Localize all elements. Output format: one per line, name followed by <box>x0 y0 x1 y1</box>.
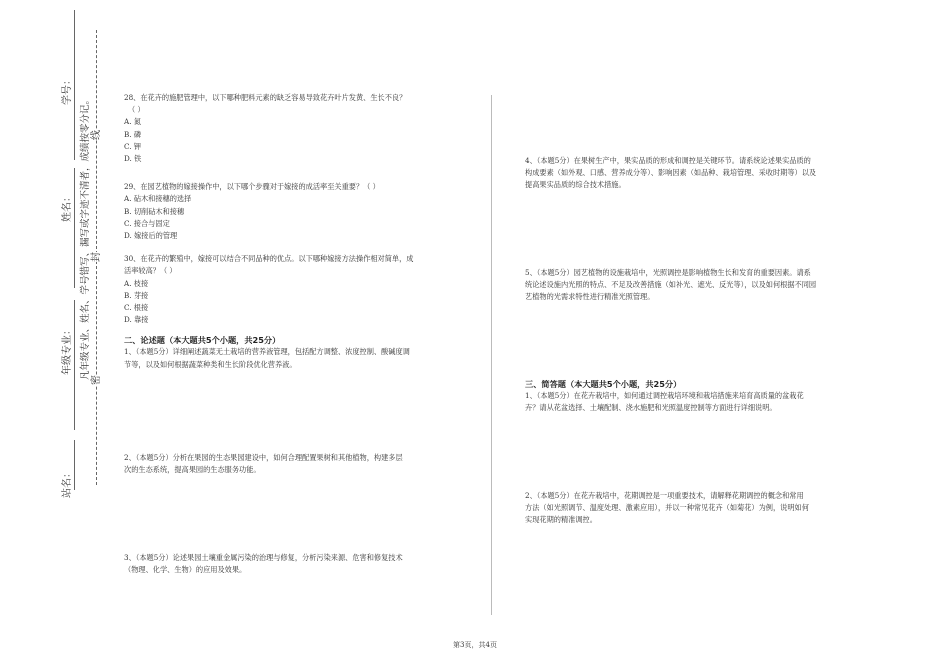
seal-char-mi: 密 <box>91 375 102 385</box>
essay5-line1: 5、（本题5分）园艺植物的设施栽培中，光照调控是影响植物生长和发育的重要因素。请系 <box>525 268 811 277</box>
q28-option-c: C. 钾 <box>124 141 141 151</box>
essay3-line1: 3、（本题5分）论述果园土壤重金属污染的治理与修复，分析污染来源、危害和修复技术 <box>124 553 403 562</box>
q28-stem: 28、在花卉的施肥管理中，以下哪种肥料元素的缺乏容易导致花卉叶片发黄、生长不良？ <box>124 93 407 102</box>
essay-1 <box>124 346 469 370</box>
nianji-label: 年级专业： <box>62 325 73 375</box>
essay4-line1: 4、（本题5分）在果树生产中，果实品质的形成和调控是关键环节。请系统论述果实品质的 <box>525 156 811 165</box>
section-3 <box>525 378 870 414</box>
essay2-line1: 2、（本题5分）分析在果园的生态果园建设中，如何合理配置果树和其他植物，构建多层 <box>124 453 403 462</box>
essay-2 <box>124 452 469 476</box>
question-28 <box>124 92 469 165</box>
q29-option-a: A. 砧木和接穗的选择 <box>124 194 192 204</box>
essay-5 <box>525 267 870 304</box>
xingming-label: 姓名： <box>62 192 73 222</box>
page-number: 第3页，共4页 <box>453 641 497 649</box>
short1-line1: 1、（本题5分）在花卉栽培中，如何通过调控栽培环境和栽培措施来培育高质量的盆栽花 <box>525 391 804 400</box>
q29-option-b: B. 切削砧木和接穗 <box>124 206 185 216</box>
q28-paren: （ ） <box>128 105 145 115</box>
short2-line3: 实现花期的精准调控。 <box>525 515 597 525</box>
short2-line1: 2、（本题5分）在花卉栽培中，花期调控是一项重要技术，请解释花期调控的概念和常用 <box>525 491 804 500</box>
q30-option-d: D. 靠接 <box>124 315 149 325</box>
xuehao-label: 学号： <box>62 75 73 105</box>
q29-option-c: C. 接合与固定 <box>124 218 170 228</box>
question-29 <box>124 181 469 242</box>
section-2-title: 二、论述题（本大题共5个小题，共25分） <box>124 335 281 346</box>
essay3-line2: （物理、化学、生物）的应用及效果。 <box>124 565 247 575</box>
q29-option-d: D. 嫁接后的管理 <box>124 231 178 241</box>
binding-warning: 凡年级专业、姓名、学号错写、漏写或字迹不清者，成绩按零分记。 <box>80 94 91 380</box>
zhanming-line <box>74 440 75 490</box>
seal-char-xian: 线 <box>91 130 102 140</box>
short-2 <box>525 490 870 527</box>
question-30 <box>124 253 469 326</box>
q30-stem-line2: 活率较高？（ ） <box>124 266 177 276</box>
essay1-line1: 1、（本题5分）详细阐述蔬菜无土栽培的营养液管理，包括配方调整、浓度控制、酸碱度调 <box>124 347 410 357</box>
essay-4 <box>525 155 870 192</box>
short2-line2: 方法（如光照调节、温度处理、激素应用），并以一种常见花卉（如菊花）为例，说明如何 <box>525 503 809 513</box>
q30-stem-line1: 30、在花卉的繁殖中，嫁接可以结合不同品种的优点。以下哪种嫁接方法操作相对简单，成 <box>124 254 414 264</box>
q28-option-d: D. 铁 <box>124 154 142 164</box>
short1-line2: 卉？请从花盆选择、土壤配制、浇水施肥和光照温度控制等方面进行详细说明。 <box>525 403 777 413</box>
essay-3 <box>124 552 469 576</box>
left-column <box>124 92 469 371</box>
xuehao-line <box>74 10 75 160</box>
seal-char-feng: 封 <box>91 252 102 262</box>
zhanming-label: 站名： <box>62 468 73 498</box>
column-divider <box>491 95 492 615</box>
xingming-line <box>74 168 75 288</box>
essay4-line2: 构成要素（如外观、口感、营养成分等）、影响因素（如品种、栽培管理、采收时期等）以及 <box>525 168 817 178</box>
essay1-line2: 节等，以及如何根据蔬菜种类和生长阶段优化营养液。 <box>124 359 297 369</box>
q30-option-a: A. 枝接 <box>124 278 149 288</box>
section-3-title: 三、简答题（本大题共5个小题，共25分） <box>525 379 682 389</box>
essay2-line2: 次的生态系统，提高果园的生态服务功能。 <box>124 465 261 475</box>
q30-option-c: C. 根接 <box>124 303 149 313</box>
essay5-line3: 艺植物的光需求特性进行精准光照管理。 <box>525 292 655 302</box>
q30-option-b: B. 芽接 <box>124 290 149 300</box>
q28-option-b: B. 磷 <box>124 129 142 139</box>
q28-option-a: A. 氮 <box>124 117 141 127</box>
nianji-line <box>74 300 75 430</box>
essay4-line3: 提高果实品质的综合技术措施。 <box>525 180 626 190</box>
q29-stem: 29、在园艺植物的嫁接操作中，以下哪个步骤对于嫁接的成活率至关重要？（ ） <box>124 182 380 192</box>
essay5-line2: 统论述设施内光照的特点、不足及改善措施（如补光、遮光、反光等），以及如何根据不同园 <box>525 280 817 290</box>
